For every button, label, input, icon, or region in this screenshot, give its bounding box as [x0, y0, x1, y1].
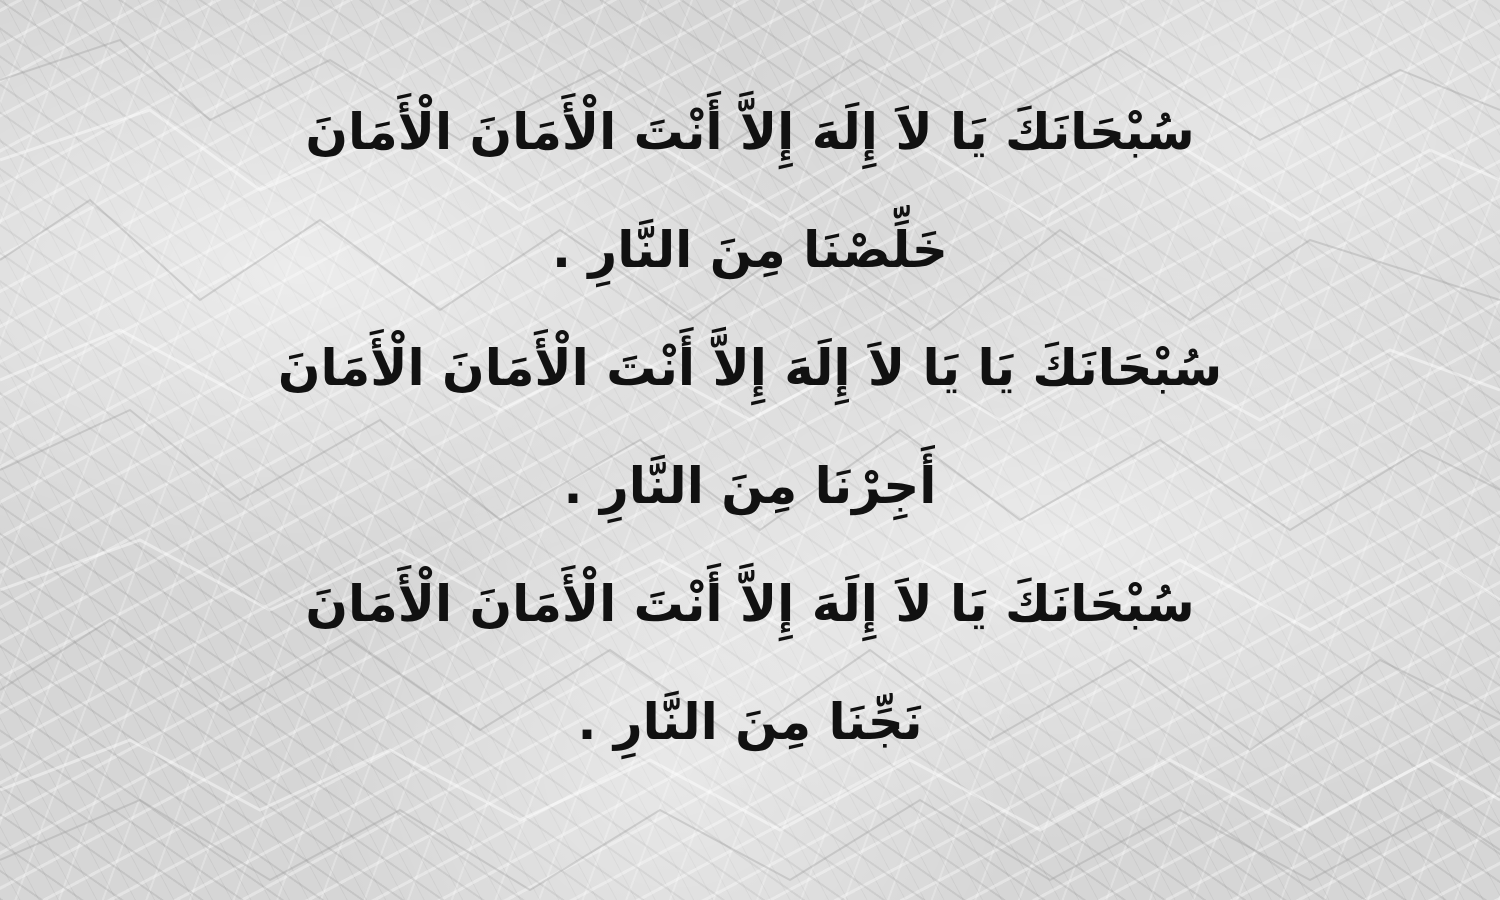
text-line-6: نَجِّنَا مِنَ النَّارِ .: [577, 693, 923, 751]
text-line-2: خَلِّصْنَا مِنَ النَّارِ .: [552, 221, 948, 279]
text-line-5: سُبْحَانَكَ يَا لاَ إِلَهَ إِلاَّ أَنْتَ الْأَمَانَ الْأَمَانَ: [305, 575, 1195, 633]
text-line-1: سُبْحَانَكَ يَا لاَ إِلَهَ إِلاَّ أَنْتَ الْأَمَانَ الْأَمَانَ: [305, 103, 1195, 161]
text-line-3: سُبْحَانَكَ يَا يَا لاَ إِلَهَ إِلاَّ أَنْتَ الْأَمَانَ الْأَمَانَ: [277, 339, 1223, 397]
text-line-4: أَجِرْنَا مِنَ النَّارِ .: [563, 457, 937, 515]
prayer-text: [0, 95, 1500, 803]
